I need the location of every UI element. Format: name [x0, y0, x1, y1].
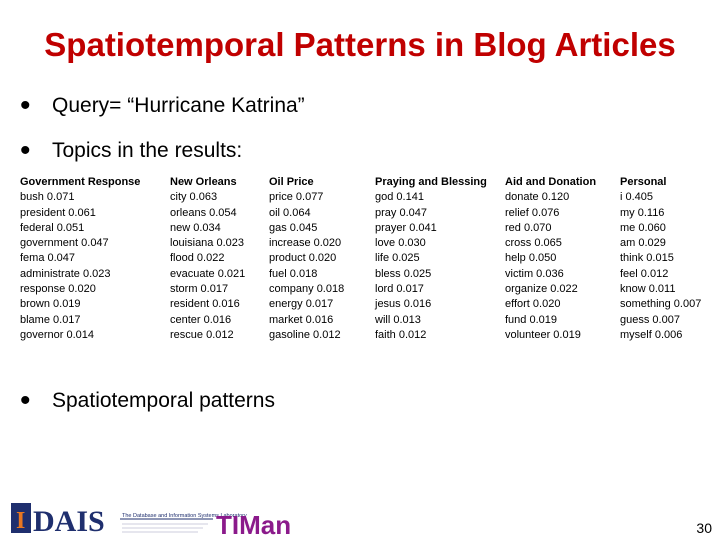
topic-word: something 0.007 — [620, 298, 702, 311]
topic-word: guess 0.007 — [620, 313, 680, 326]
topic-word: myself 0.006 — [620, 328, 683, 341]
topic-word: energy 0.017 — [269, 298, 334, 311]
topic-word: my 0.116 — [620, 206, 665, 219]
topic-word: government 0.047 — [20, 237, 109, 250]
topic-word: brown 0.019 — [20, 298, 81, 311]
topic-word: relief 0.076 — [505, 206, 560, 219]
topic-word: president 0.061 — [20, 206, 96, 219]
topic-word: governor 0.014 — [20, 328, 94, 341]
topic-word: orleans 0.054 — [170, 206, 237, 219]
topic-word: response 0.020 — [20, 283, 96, 296]
bullet-text: Topics in the results: — [52, 139, 243, 162]
topic-word: bush 0.071 — [20, 191, 75, 204]
topic-word: federal 0.051 — [20, 221, 85, 234]
topic-word: faith 0.012 — [375, 328, 427, 341]
topic-word: feel 0.012 — [620, 267, 669, 280]
topic-word: prayer 0.041 — [375, 221, 437, 234]
topic-word: market 0.016 — [269, 313, 334, 326]
topic-word: effort 0.020 — [505, 298, 561, 311]
topic-column — [375, 175, 487, 343]
bullet-dot-icon: • — [20, 384, 31, 417]
topic-word: love 0.030 — [375, 237, 426, 250]
topic-word: me 0.060 — [620, 221, 666, 234]
topic-word: fema 0.047 — [20, 252, 76, 265]
topic-word: fund 0.019 — [505, 313, 557, 326]
topic-header: Personal — [620, 176, 667, 188]
footer-logo — [8, 498, 292, 540]
topic-word: blame 0.017 — [20, 313, 81, 326]
topic-header: Praying and Blessing — [375, 176, 487, 188]
topic-word: i 0.405 — [620, 191, 654, 204]
topic-word: oil 0.064 — [269, 206, 311, 219]
topic-header: Aid and Donation — [505, 176, 597, 188]
topic-column — [505, 175, 596, 343]
topics-table — [20, 175, 710, 345]
topic-word: increase 0.020 — [269, 237, 342, 250]
topic-word: cross 0.065 — [505, 237, 562, 250]
topic-word: company 0.018 — [269, 283, 345, 296]
topic-word: lord 0.017 — [375, 283, 424, 296]
svg-text:I: I — [16, 508, 26, 534]
topic-header: Oil Price — [269, 176, 314, 188]
topic-header: Government Response — [20, 176, 141, 188]
topic-word: fuel 0.018 — [269, 267, 318, 280]
topic-word: organize 0.022 — [505, 283, 578, 296]
topic-word: resident 0.016 — [170, 298, 240, 311]
topic-word: new 0.034 — [170, 221, 221, 234]
bullet-dot-icon: • — [20, 134, 31, 167]
topic-word: think 0.015 — [620, 252, 674, 265]
topic-word: god 0.141 — [375, 191, 424, 204]
topic-word: city 0.063 — [170, 191, 218, 204]
topic-word: help 0.050 — [505, 252, 557, 265]
bullet-text: Spatiotemporal patterns — [52, 389, 275, 412]
timan-logo: TIMan — [216, 510, 292, 540]
topic-word: evacuate 0.021 — [170, 267, 246, 280]
topic-word: will 0.013 — [375, 313, 421, 326]
bullet-patterns — [20, 384, 275, 417]
topic-word: gasoline 0.012 — [269, 328, 341, 341]
lab-name: The Database and Information Systems Laboratory — [122, 513, 247, 519]
bullet-text: Query= “Hurricane Katrina” — [52, 94, 305, 117]
topic-word: center 0.016 — [170, 313, 232, 326]
slide-title: Spatiotemporal Patterns in Blog Articles — [44, 26, 676, 63]
topic-word: victim 0.036 — [505, 267, 564, 280]
topic-word: gas 0.045 — [269, 221, 318, 234]
topic-word: flood 0.022 — [170, 252, 225, 265]
dais-logo: DAIS — [33, 505, 105, 538]
topic-word: rescue 0.012 — [170, 328, 234, 341]
topic-word: price 0.077 — [269, 191, 324, 204]
topic-word: administrate 0.023 — [20, 267, 111, 280]
topic-word: donate 0.120 — [505, 191, 570, 204]
topic-word: pray 0.047 — [375, 206, 427, 219]
bullet-dot-icon: • — [20, 89, 31, 122]
topic-word: louisiana 0.023 — [170, 237, 245, 250]
topic-word: life 0.025 — [375, 252, 420, 265]
bullet-query — [20, 89, 305, 122]
topic-column — [170, 175, 245, 343]
topic-column — [20, 175, 140, 343]
topic-word: know 0.011 — [620, 283, 676, 296]
topic-column — [269, 175, 344, 343]
topic-word: product 0.020 — [269, 252, 337, 265]
topic-header: New Orleans — [170, 176, 237, 188]
topic-word: volunteer 0.019 — [505, 328, 581, 341]
topic-word: jesus 0.016 — [375, 298, 432, 311]
page-number: 30 — [696, 520, 712, 536]
bullet-topics — [20, 134, 243, 167]
topic-word: red 0.070 — [505, 221, 552, 234]
topic-word: bless 0.025 — [375, 267, 432, 280]
topic-column — [620, 175, 701, 343]
topic-word: storm 0.017 — [170, 283, 229, 296]
topic-word: am 0.029 — [620, 237, 666, 250]
